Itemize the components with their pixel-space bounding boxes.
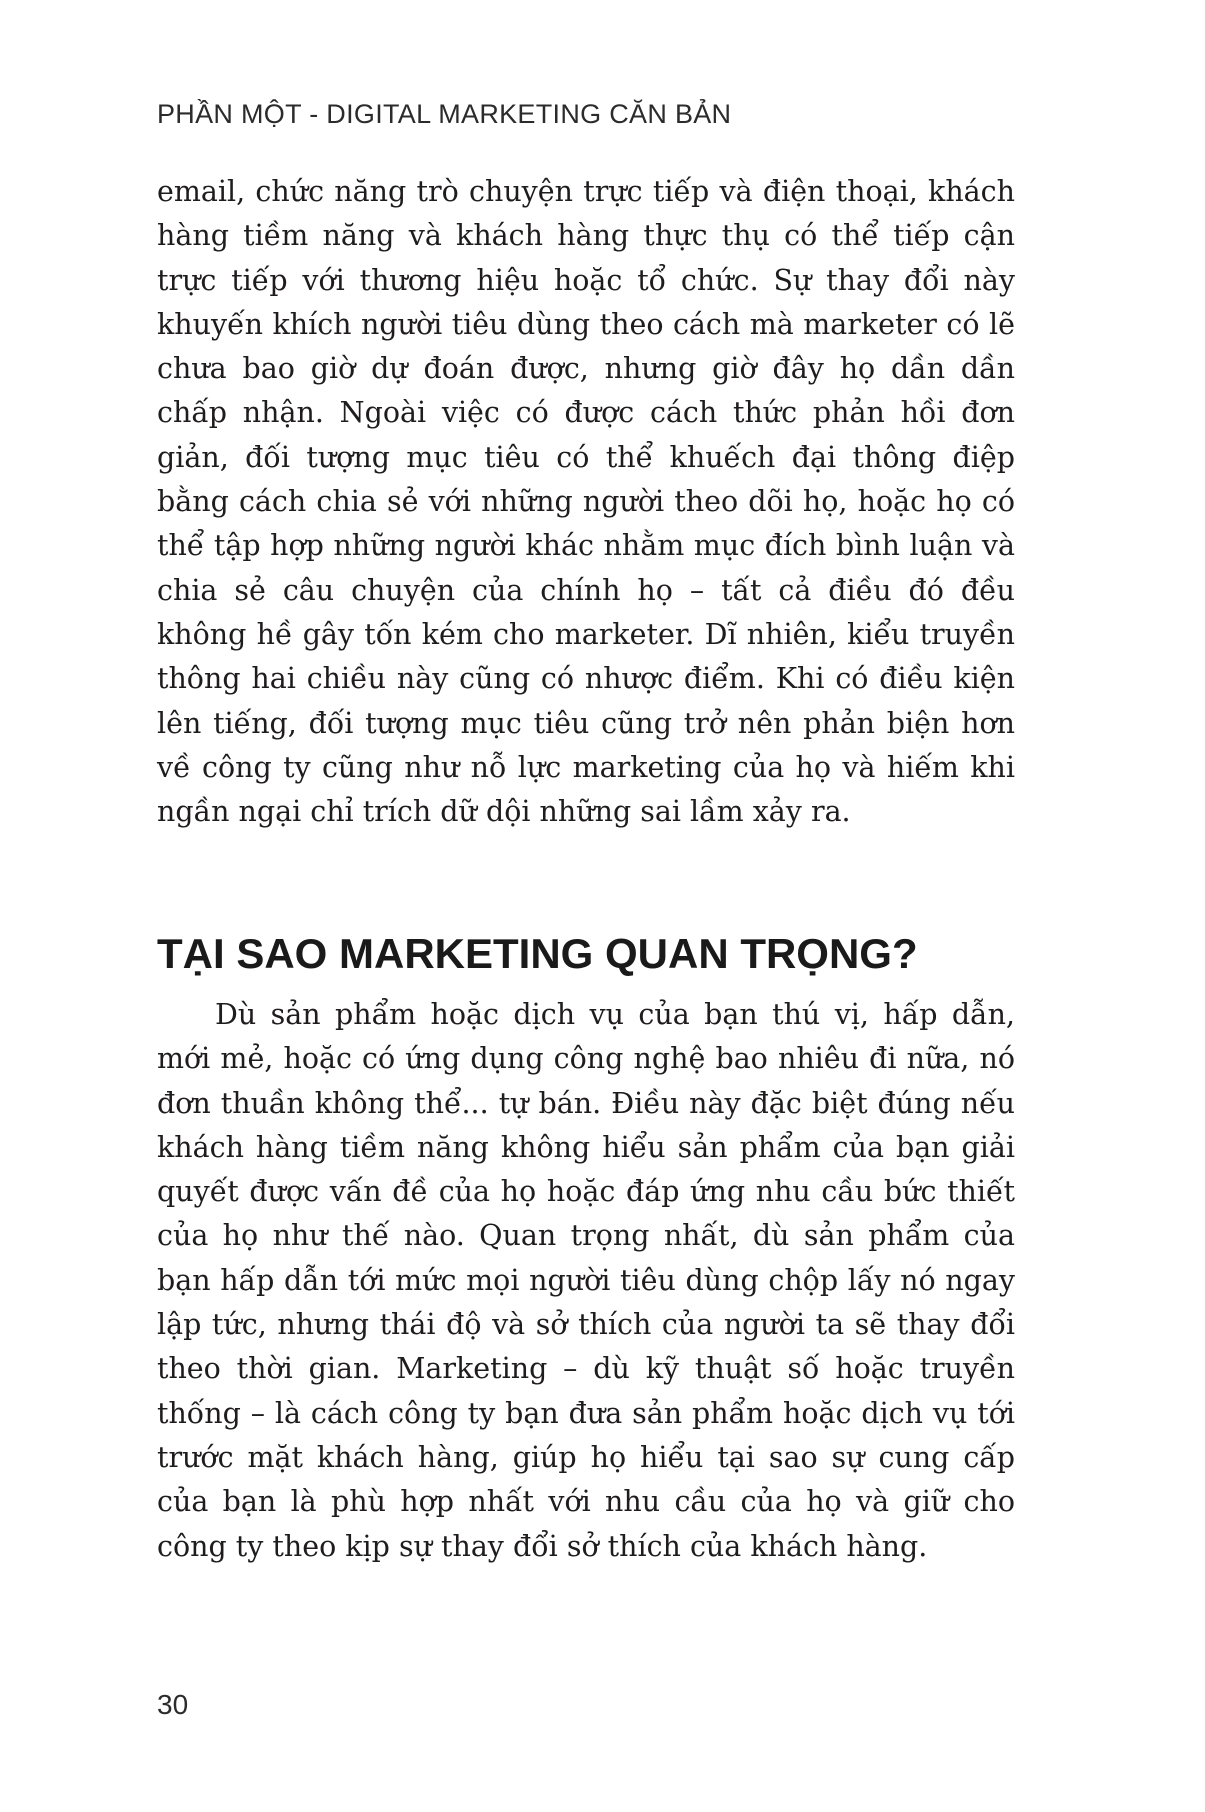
body-paragraph: Dù sản phẩm hoặc dịch vụ của bạn thú vị, hấp dẫn, mới mẻ, hoặc có ứng dụng công nghệ bao nhiêu đi nữa, nó đơn thuần không thể... tự bán. Điều này đặc biệt đúng nếu khách hàng tiềm năng không hiểu sản phẩm của bạn giải quyết được vấn đề của họ hoặc đáp ứng nhu cầu bức thiết của họ như thế nào. Quan trọng nhất, dù sản phẩm của bạn hấp dẫn tới mức mọi người tiêu dùng chộp lấy nó ngay lập tức, nhưng thái độ và sở thích của người ta sẽ thay đổi theo thời gian. Marketing – dù kỹ thuật số hoặc truyền thống – là cách công ty bạn đưa sản phẩm hoặc dịch vụ tới trước mặt khách hàng, giúp họ hiểu tại sao sự cung cấp của bạn là phù hợp nhất với nhu cầu của họ và giữ cho công ty theo kịp sự thay đổi sở thích của khách hàng.	[157, 998, 1015, 1563]
body-paragraph: email, chức năng trò chuyện trực tiếp và điện thoại, khách hàng tiềm năng và khách hàng thực thụ có thể tiếp cận trực tiếp với thương hiệu hoặc tổ chức. Sự thay đổi này khuyến khích người tiêu dùng theo cách mà marketer có lẽ chưa bao giờ dự đoán được, nhưng giờ đây họ dần dần chấp nhận. Ngoài việc có được cách thức phản hồi đơn giản, đối tượng mục tiêu có thể khuếch đại thông điệp bằng cách chia sẻ với những người theo dõi họ, hoặc họ có thể tập hợp những người khác nhằm mục đích bình luận và chia sẻ câu chuyện của chính họ – tất cả điều đó đều không hề gây tốn kém cho marketer. Dĩ nhiên, kiểu truyền thông hai chiều này cũng có nhược điểm. Khi có điều kiện lên tiếng, đối tượng mục tiêu cũng trở nên phản biện hơn về công ty cũng như nỗ lực marketing của họ và hiếm khi ngần ngại chỉ trích dữ dội những sai lầm xảy ra.	[157, 175, 1015, 829]
section-heading: TẠI SAO MARKETING QUAN TRỌNG?	[157, 930, 918, 977]
page-number: 30	[157, 1689, 189, 1720]
running-header: PHẦN MỘT - DIGITAL MARKETING CĂN BẢN	[157, 99, 732, 129]
